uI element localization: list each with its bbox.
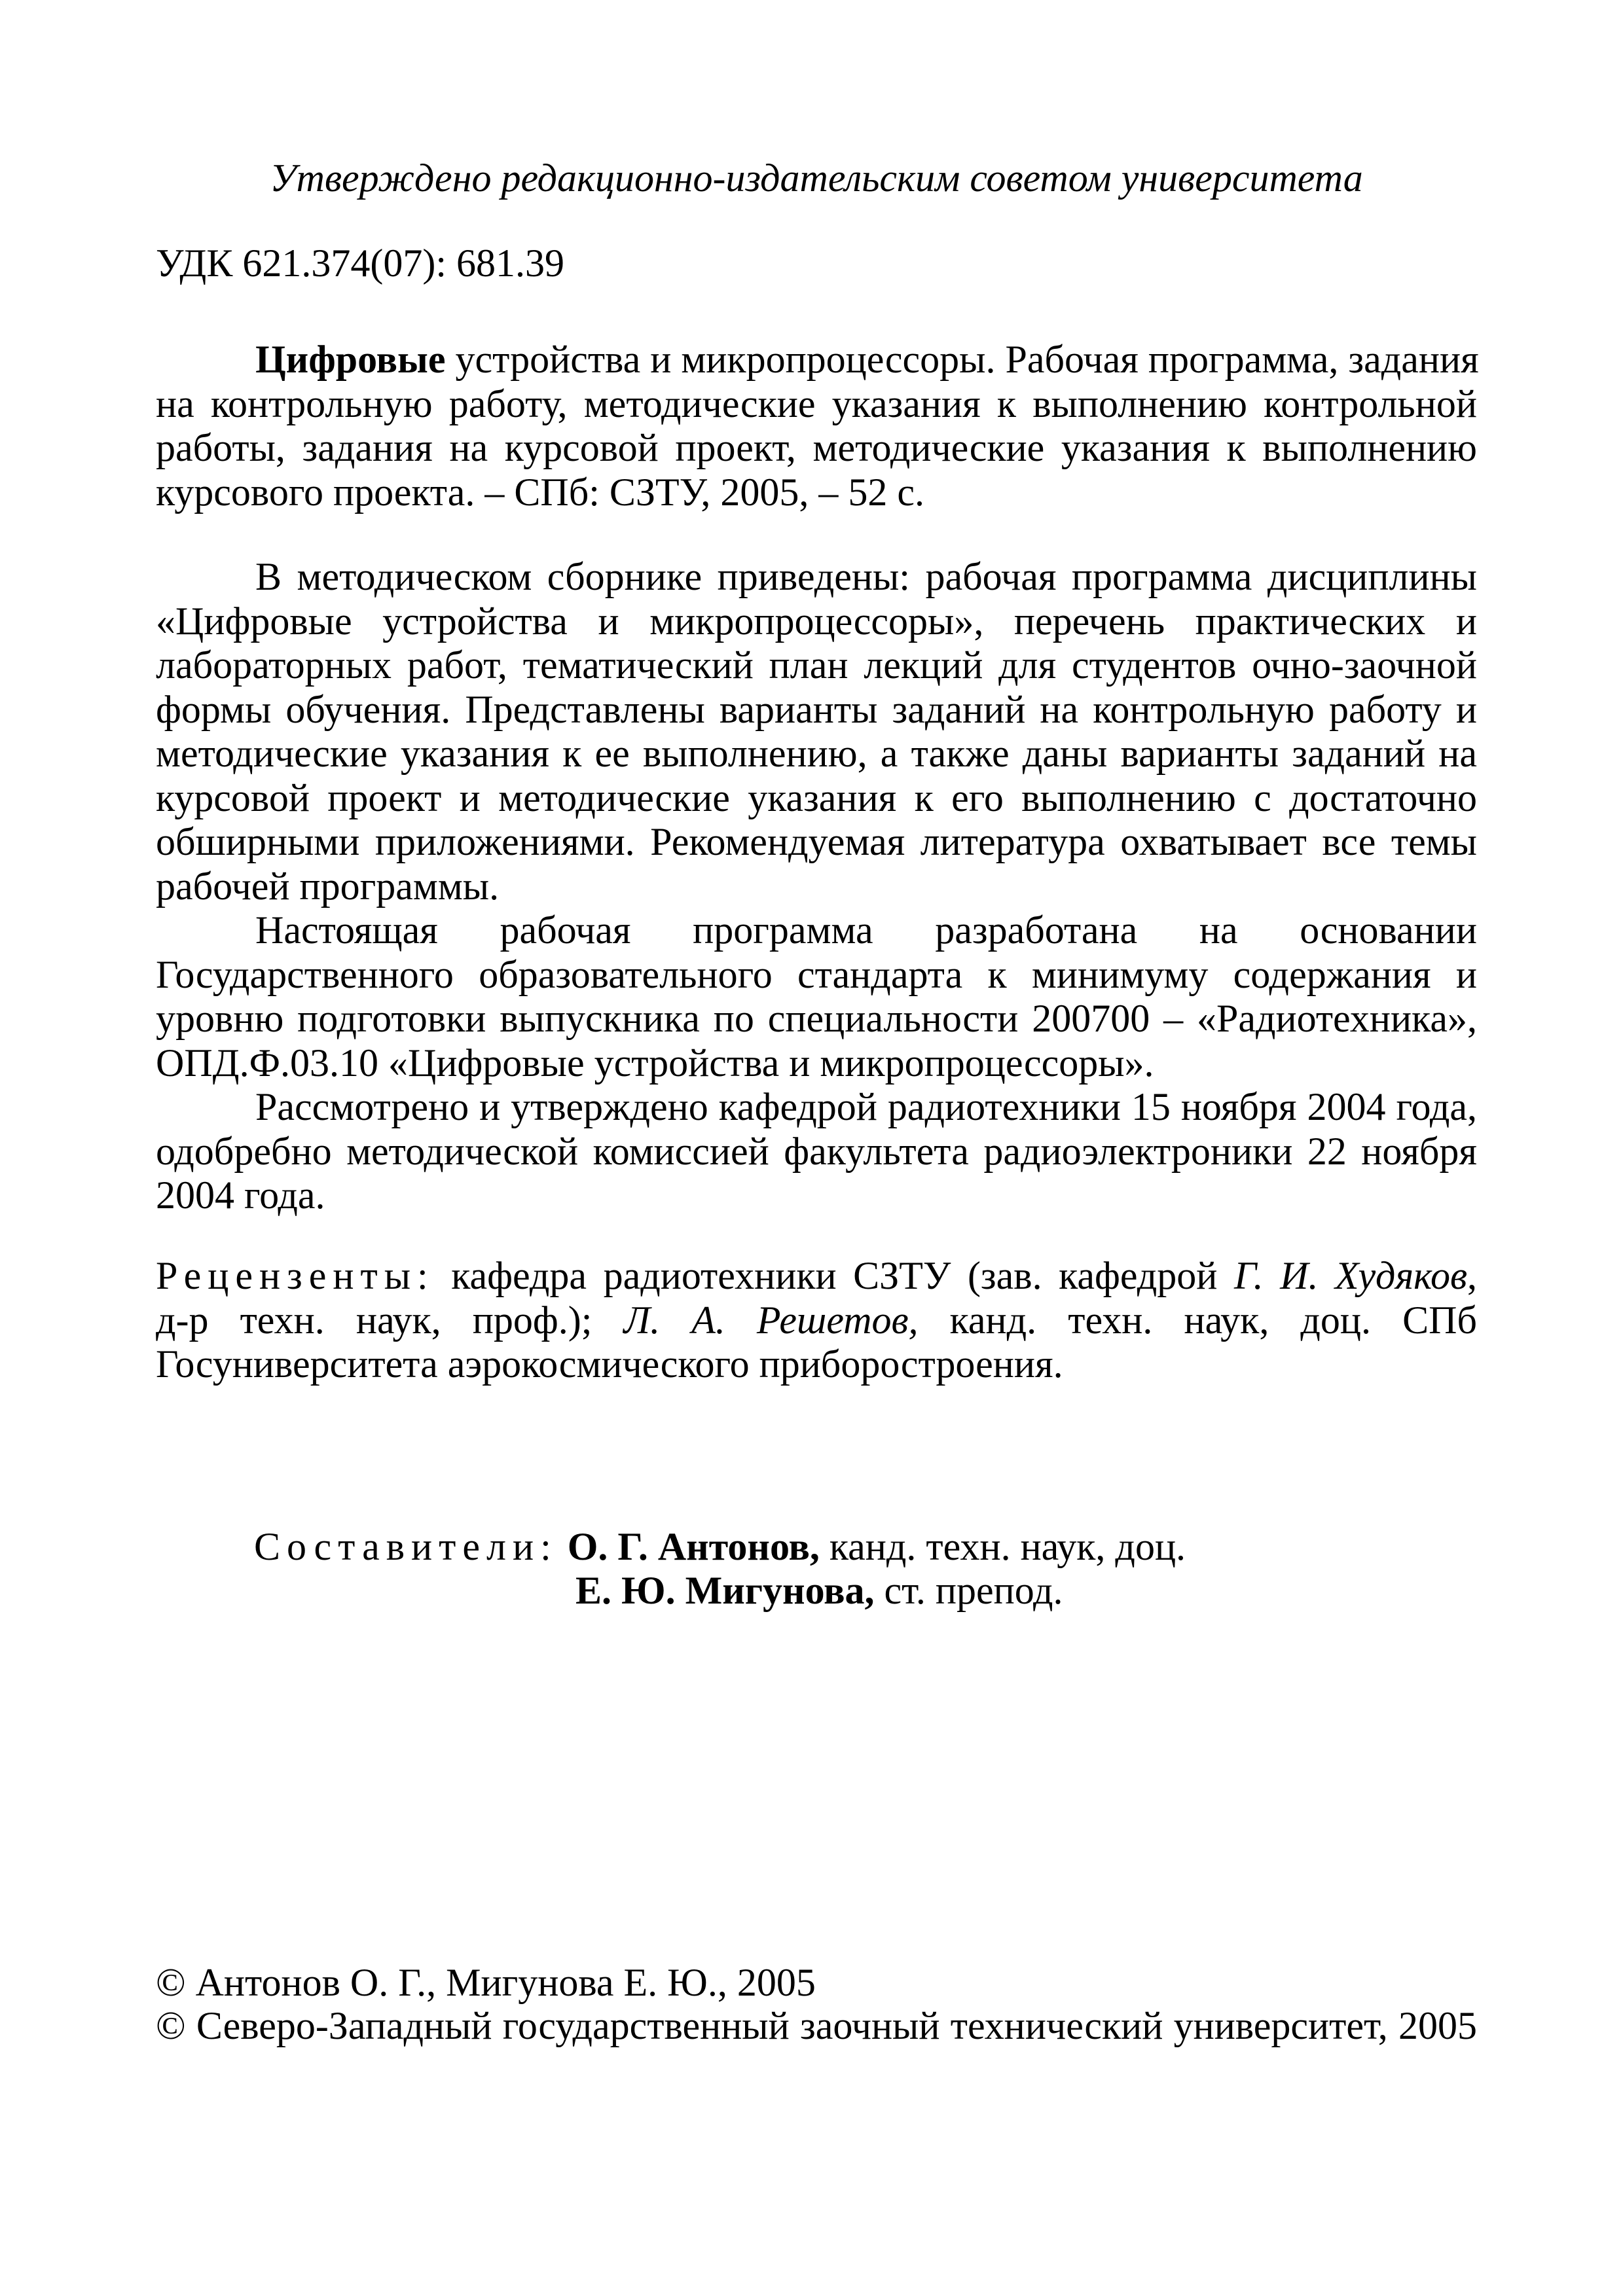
description-p1-line: обширными приложениями. Рекомендуемая литература охватывает все темы <box>156 820 1477 863</box>
reviewers-line-3: Госуниверситета аэрокосмического приборостроения. <box>156 1342 1063 1386</box>
description-paragraph-1 <box>156 555 1477 908</box>
compilers-block <box>254 1525 1186 1613</box>
description-p1-line: рабочей программы. <box>156 864 500 908</box>
description-paragraph-3 <box>156 1085 1477 1218</box>
reviewers-line-2 <box>156 1299 1477 1343</box>
compiler-name-2: Е. Ю. Мигунова, <box>575 1569 875 1612</box>
compilers-label: Составители: <box>254 1525 558 1568</box>
description-p2-line: Настоящая рабочая программа разработана на основании <box>255 908 1477 952</box>
reviewers-line-1-text: кафедра радиотехники СЗТУ (зав. кафедрой <box>434 1254 1234 1297</box>
annotation-paragraph <box>156 338 1477 514</box>
reviewers-label: Рецензенты: <box>156 1254 435 1297</box>
udk-code: УДК 621.374(07): 681.39 <box>156 242 564 285</box>
compiler-title-1: канд. техн. наук, доц. <box>819 1525 1186 1568</box>
description-p1-line: методические указания к ее выполнению, а также даны варианты заданий на <box>156 732 1477 775</box>
annotation-title: Цифровые <box>255 338 446 381</box>
compilers-row-2 <box>254 1569 1186 1613</box>
compilers-row-1 <box>254 1525 1186 1569</box>
reviewers-block <box>156 1254 1477 1387</box>
description-p2-line: уровню подготовки выпускника по специальности 200700 – «Радиотехника», <box>156 997 1477 1040</box>
compiler-name-1: О. Г. Антонов, <box>567 1525 820 1568</box>
annotation-line-1-rest: устройства и микропроцессоры. Рабочая программа, задания <box>445 338 1479 381</box>
reviewers-line-1 <box>156 1254 1477 1299</box>
description-p1-line: В методическом сборнике приведены: рабочая программа дисциплины <box>255 555 1477 598</box>
description-p1-line: лабораторных работ, тематический план лекций для студентов очно-заочной <box>156 643 1477 687</box>
description-p3-line: 2004 года. <box>156 1174 325 1217</box>
description-p1-line: курсовой проект и методические указания к его выполнению с достаточно <box>156 776 1477 819</box>
description-p3-line: Рассмотрено и утверждено кафедрой радиотехники 15 ноября 2004 года, <box>255 1085 1477 1128</box>
annotation-line-1 <box>156 338 1477 382</box>
copyright-line-1: © Антонов О. Г., Мигунова Е. Ю., 2005 <box>156 1961 816 2004</box>
reviewers-line-2-text-b: канд. техн. наук, доц. СПб <box>918 1298 1477 1342</box>
copyright-block <box>156 1961 1477 2047</box>
description-p1-line: формы обучения. Представлены варианты заданий на контрольную работу и <box>156 687 1477 731</box>
description-p2-line: Государственного образовательного стандарта к минимуму содержания и <box>156 952 1477 996</box>
annotation-line-2: на контрольную работу, методические указания к выполнению контрольной <box>156 382 1477 425</box>
annotation-line-3: работы, задания на курсовой проект, методические указания к выполнению <box>156 426 1477 469</box>
description-p2-line: ОПД.Ф.03.10 «Цифровые устройства и микропроцессоры». <box>156 1041 1154 1085</box>
reviewers-line-2-text-a: д-р техн. наук, проф.); <box>156 1298 624 1342</box>
compiler-title-2: ст. препод. <box>874 1569 1063 1612</box>
annotation-line-4: курсового проекта. – СПб: СЗТУ, 2005, – 52 с. <box>156 470 924 514</box>
description-p1-line: «Цифровые устройства и микропроцессоры», перечень практических и <box>156 599 1477 643</box>
copyright-line-2: © Северо-Западный государственный заочный технический университет, 2005 <box>156 2004 1477 2047</box>
reviewers-line-1-end: , <box>1467 1254 1478 1297</box>
approval-line: Утверждено редакционно-издательским советом университета <box>270 156 1363 200</box>
reviewer-name-1: Г. И. Худяков <box>1233 1254 1468 1297</box>
reviewer-name-2: Л. А. Решетов, <box>623 1298 919 1342</box>
description-paragraph-2 <box>156 908 1477 1085</box>
description-p3-line: одобребно методической комиссией факультета радиоэлектроники 22 ноября <box>156 1129 1477 1173</box>
